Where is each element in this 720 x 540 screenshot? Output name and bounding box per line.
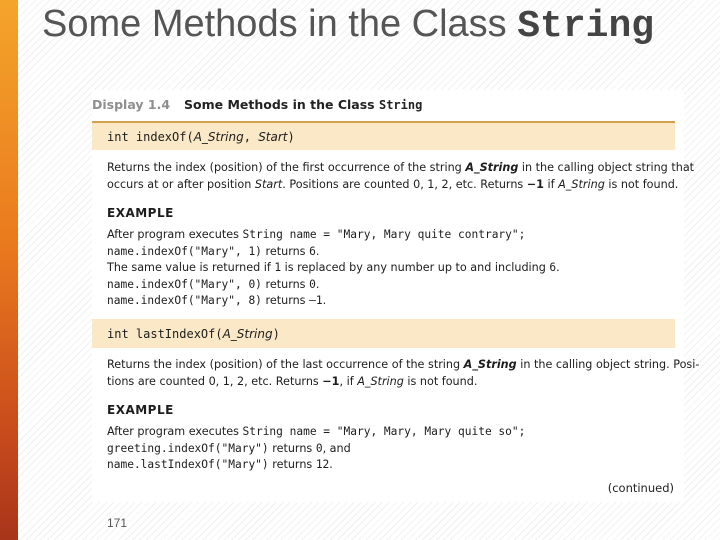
example-line <box>107 456 333 473</box>
text-run: A_String <box>357 375 404 388</box>
text-run: . <box>315 245 320 258</box>
signature-suffix: ) <box>272 327 280 341</box>
slide-title-code: String <box>517 5 655 48</box>
code-run: –1 <box>309 294 323 307</box>
display-header <box>92 94 684 116</box>
text-run: returns <box>261 278 310 291</box>
text-run: . <box>315 278 320 291</box>
text-run: , and <box>322 442 351 455</box>
code-run: name.indexOf("Mary", 1) <box>107 245 262 258</box>
code-run: 0 <box>315 442 323 455</box>
method-signature <box>107 127 295 147</box>
code-run: 12 <box>315 458 330 471</box>
signature-arg: A_String <box>193 130 244 144</box>
code-run: String name = "Mary, Mary quite contrary"; <box>242 228 526 241</box>
code-run: 6 <box>549 261 557 274</box>
text-run: tions are counted 0, 1, 2, etc. Returns <box>107 375 323 388</box>
example-line <box>107 440 351 457</box>
text-run: A_String <box>558 178 605 191</box>
signature-arg: A_String <box>222 327 273 341</box>
code-run: greeting.indexOf("Mary") <box>107 442 269 455</box>
code-run: 1 <box>274 261 282 274</box>
text-run: occurs at or after position <box>107 178 255 191</box>
text-run: is replaced by any number up to and including <box>281 261 550 274</box>
method-signature <box>107 324 280 344</box>
example-line <box>107 423 525 440</box>
signature-suffix: ) <box>287 130 295 144</box>
text-run: . <box>556 261 560 274</box>
display-panel <box>92 90 700 502</box>
example-line <box>107 243 319 260</box>
text-run: in the calling object string that <box>518 161 695 174</box>
code-run: 6 <box>309 245 316 258</box>
text-run: , if <box>339 375 358 388</box>
text-run: −1 <box>322 375 340 388</box>
text-run: returns <box>261 294 310 307</box>
text-run: . <box>329 458 333 471</box>
text-run: is not found. <box>604 178 679 191</box>
text-run: if <box>543 178 559 191</box>
text-run: returns <box>268 442 316 455</box>
text-run: returns <box>261 245 310 258</box>
text-run: in the calling object string. Posi- <box>516 358 700 371</box>
signature-separator: , <box>243 130 259 144</box>
text-run: Returns the index (position) of the last occurrence of the string <box>107 358 464 371</box>
display-caption-code: String <box>378 98 423 112</box>
code-run: String name = "Mary, Mary, Mary quite so"; <box>242 425 526 438</box>
text-run: is not found. <box>403 375 478 388</box>
display-caption <box>184 97 422 112</box>
signature-prefix: int lastIndexOf( <box>107 327 223 341</box>
text-run: After program executes <box>107 425 243 438</box>
example-label: EXAMPLE <box>107 206 174 220</box>
display-number: Display 1.4 <box>92 97 171 112</box>
slide-title <box>42 0 654 51</box>
signature-arg: Start <box>258 130 288 144</box>
text-run: A_String <box>463 358 517 371</box>
text-run: −1 <box>526 178 544 191</box>
method-description-line <box>107 356 699 373</box>
text-run: The same value is returned if <box>107 261 275 274</box>
code-run: name.indexOf("Mary", 0) <box>107 278 262 291</box>
accent-side-bar <box>0 0 18 540</box>
display-caption-text: Some Methods in the Class <box>184 97 375 112</box>
text-run: . <box>322 294 327 307</box>
code-run: name.lastIndexOf("Mary") <box>107 458 269 471</box>
text-run: After program executes <box>107 228 243 241</box>
text-run: . Positions are counted 0, 1, 2, etc. Returns <box>282 178 527 191</box>
example-line <box>107 276 319 293</box>
text-run: A_String <box>465 161 519 174</box>
example-label: EXAMPLE <box>107 403 174 417</box>
code-run: name.indexOf("Mary", 8) <box>107 294 262 307</box>
code-run: 0 <box>309 278 316 291</box>
example-line <box>107 259 560 276</box>
text-run: Start <box>254 178 283 191</box>
text-run: Returns the index (position) of the first occurrence of the string <box>107 161 466 174</box>
method-description-line <box>107 373 477 390</box>
example-line <box>107 292 326 309</box>
signature-prefix: int indexOf( <box>107 130 194 144</box>
page-number: 171 <box>107 516 128 530</box>
continued-note: (continued) <box>607 481 674 495</box>
example-line <box>107 226 525 243</box>
method-description-line <box>107 176 678 193</box>
slide-title-text: Some Methods in the Class <box>42 3 507 45</box>
method-description-line <box>107 159 694 176</box>
text-run: returns <box>268 458 316 471</box>
